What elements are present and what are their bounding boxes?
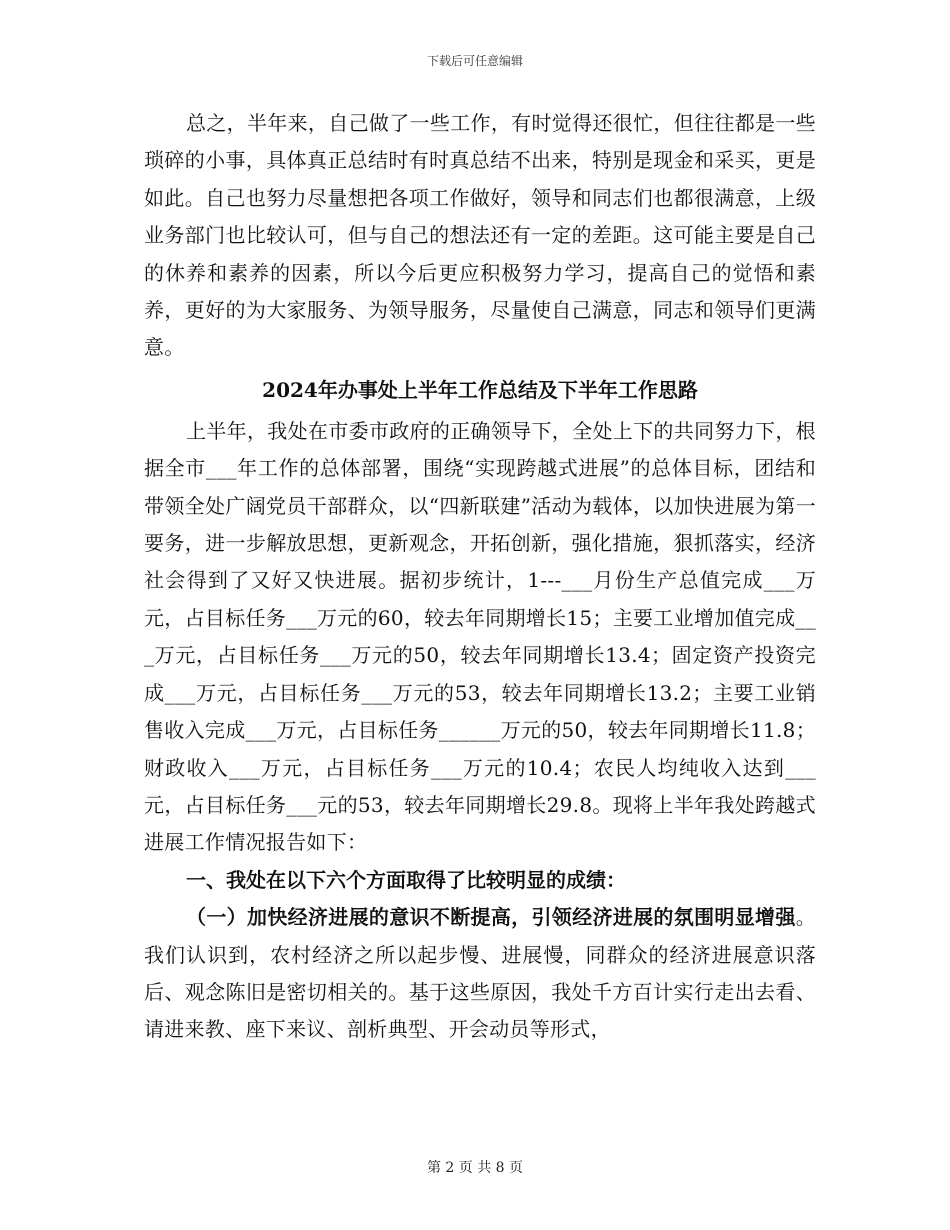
subsection-1-paragraph [144,899,816,1049]
document-title: 2024年办事处上半年工作总结及下半年工作思路 [262,377,698,402]
intro-paragraph: 上半年，我处在市委市政府的正确领导下，全处上下的共同努力下，根据全市___年工作的总体部署，围绕“实现跨越式进展”的总体目标，团结和带领全处广阔党员干部群众，以“四新联建”活动为载体，以加快进展为第一要务，进一步解放思想，更新观念，开拓创新，强化措施，狠抓落实，经济社会得到了又好又快进展。据初步统计，1---___月份生产总值完成___万元，占目标任务___万元的60，较去年同期增长15；主要工业增加值完成___万元，占目标任务___万元的50，较去年同期增长13.4；固定资产投资完成___万元，占目标任务___万元的53，较去年同期增长13.2；主要工业销售收入完成___万元，占目标任务______万元的50，较去年同期增长11.8；财政收入___万元，占目标任务___万元的10.4；农民人均纯收入达到___元，占目标任务___元的53，较去年同期增长29.8。现将上半年我处跨越式进展工作情况报告如下： [144,418,816,855]
section-heading-1: 一、我处在以下六个方面取得了比较明显的成绩： [186,867,626,892]
subsection-1-text: 。我们认识到，农村经济之所以起步慢、进展慢，同群众的经济进展意识落后、观念陈旧是密切相关的。基于这些原因，我处千方百计实行走出去看、请进来教、座下来议、剖析典型、开会动员等形式， [144,905,816,1042]
document-body [144,105,816,1049]
page-footer: 第 2 页 共 8 页 [426,1160,524,1176]
subsection-1-heading: （一）加快经济进展的意识不断提高，引领经济进展的氛围明显增强 [186,905,796,930]
closing-paragraph: 总之，半年来，自己做了一些工作，有时觉得还很忙，但往往都是一些琐碎的小事，具体真正总结时有时真总结不出来，特别是现金和采买，更是如此。自己也努力尽量想把各项工作做好，领导和同志们也都很满意，上级业务部门也比较认可，但与自己的想法还有一定的差距。这可能主要是自己的休养和素养的因素，所以今后更应积极努力学习，提高自己的觉悟和素养，更好的为大家服务、为领导服务，尽量使自己满意，同志和领导们更满意。 [144,111,816,360]
header-note: 下载后可任意编辑 [426,54,523,68]
